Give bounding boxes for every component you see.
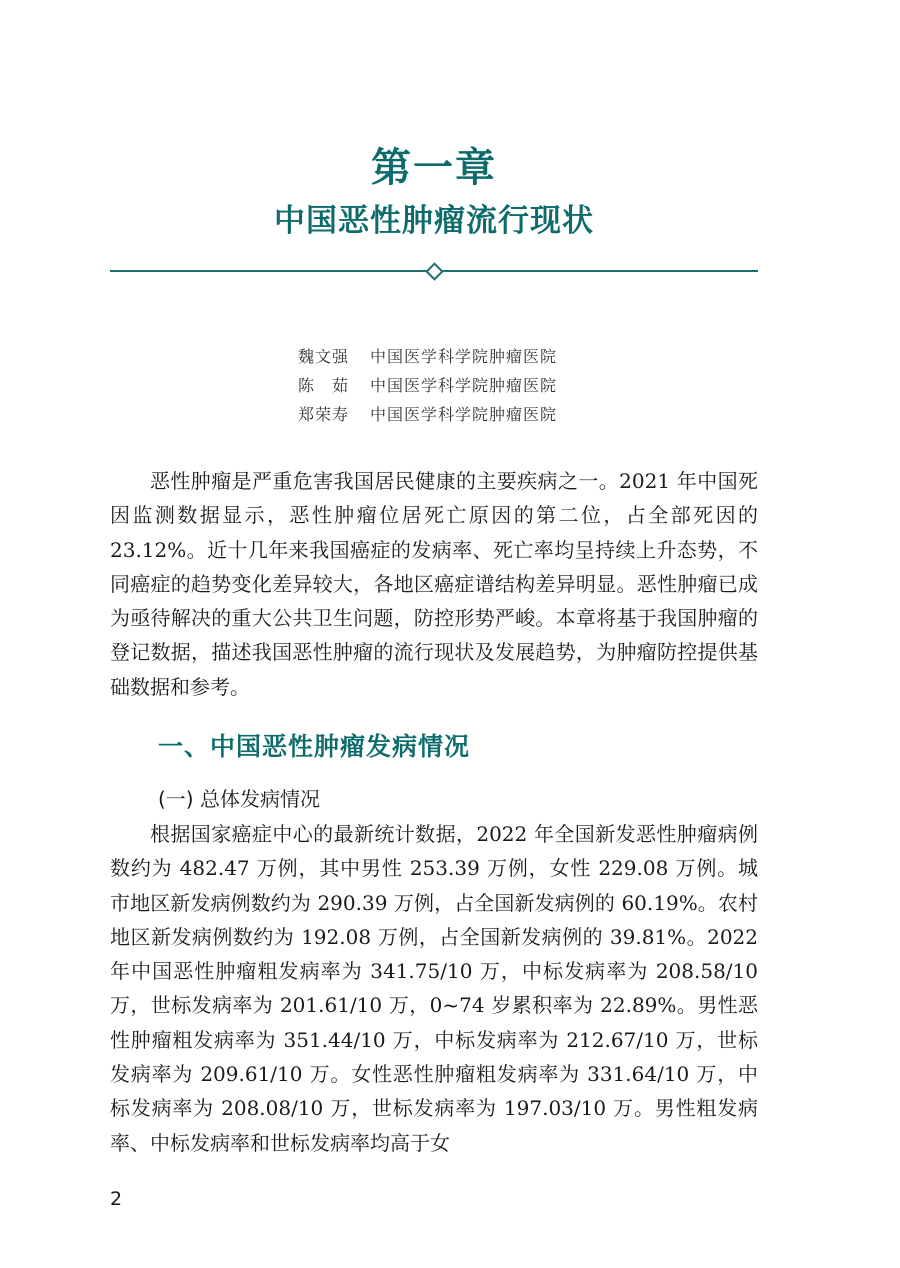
subsection-heading: (一) 总体发病情况 [158, 787, 320, 811]
page-number: 2 [110, 1188, 123, 1210]
title-divider [110, 262, 758, 280]
author-name: 郑荣寿 [298, 405, 350, 424]
chapter-title: 中国恶性肿瘤流行现状 [274, 203, 594, 239]
incidence-paragraph: 根据国家癌症中心的最新统计数据，2022 年全国新发恶性肿瘤病例数约为 482.47 万例，其中男性 253.39 万例，女性 229.08 万例。城市地区新发病例数约为 290.39 万例，占全国新发病例的 60.19%。农村地区新发病例数约为 192.08 万例，占全国新发病例的 39.81%。2022 年中国恶性肿瘤粗发病率为 341.75/10 万，中标发病率为 208.58/10 万，世标发病率为 201.61/10 万，0~74 岁累积率为 22.89%。男性恶性肿瘤粗发病率为 351.44/10 万，中标发病率为 212.67/10 万，世标发病率为 209.61/10 万。女性恶性肿瘤粗发病率为 331.64/10 万，中标发病率为 208.08/10 万，世标发病率为 197.03/10 万。男性粗发病率、中标发病率和世标发病率均高于女 [110, 822, 758, 1155]
author-entry [298, 342, 718, 371]
section-heading: 一、中国恶性肿瘤发病情况 [158, 732, 471, 761]
author-affiliation: 中国医学科学院肿瘤医院 [370, 376, 558, 395]
author-list [298, 342, 718, 429]
author-name: 魏文强 [298, 347, 350, 366]
author-entry [298, 400, 718, 429]
author-name: 陈 茹 [298, 376, 350, 395]
diamond-ornament-icon [425, 262, 443, 280]
chapter-number: 第一章 [371, 145, 497, 191]
author-affiliation: 中国医学科学院肿瘤医院 [370, 405, 558, 424]
author-entry [298, 371, 718, 400]
author-affiliation: 中国医学科学院肿瘤医院 [370, 347, 558, 366]
intro-paragraph: 恶性肿瘤是严重危害我国居民健康的主要疾病之一。2021 年中国死因监测数据显示，恶性肿瘤位居死亡原因的第二位，占全部死因的 23.12%。近十几年来我国癌症的发病率、死亡率均呈持续上升态势，不同癌症的趋势变化差异较大，各地区癌症谱结构差异明显。恶性肿瘤已成为亟待解决的重大公共卫生问题，防控形势严峻。本章将基于我国肿瘤的登记数据，描述我国恶性肿瘤的流行现状及发展趋势，为肿瘤防控提供基础数据和参考。 [110, 469, 758, 699]
